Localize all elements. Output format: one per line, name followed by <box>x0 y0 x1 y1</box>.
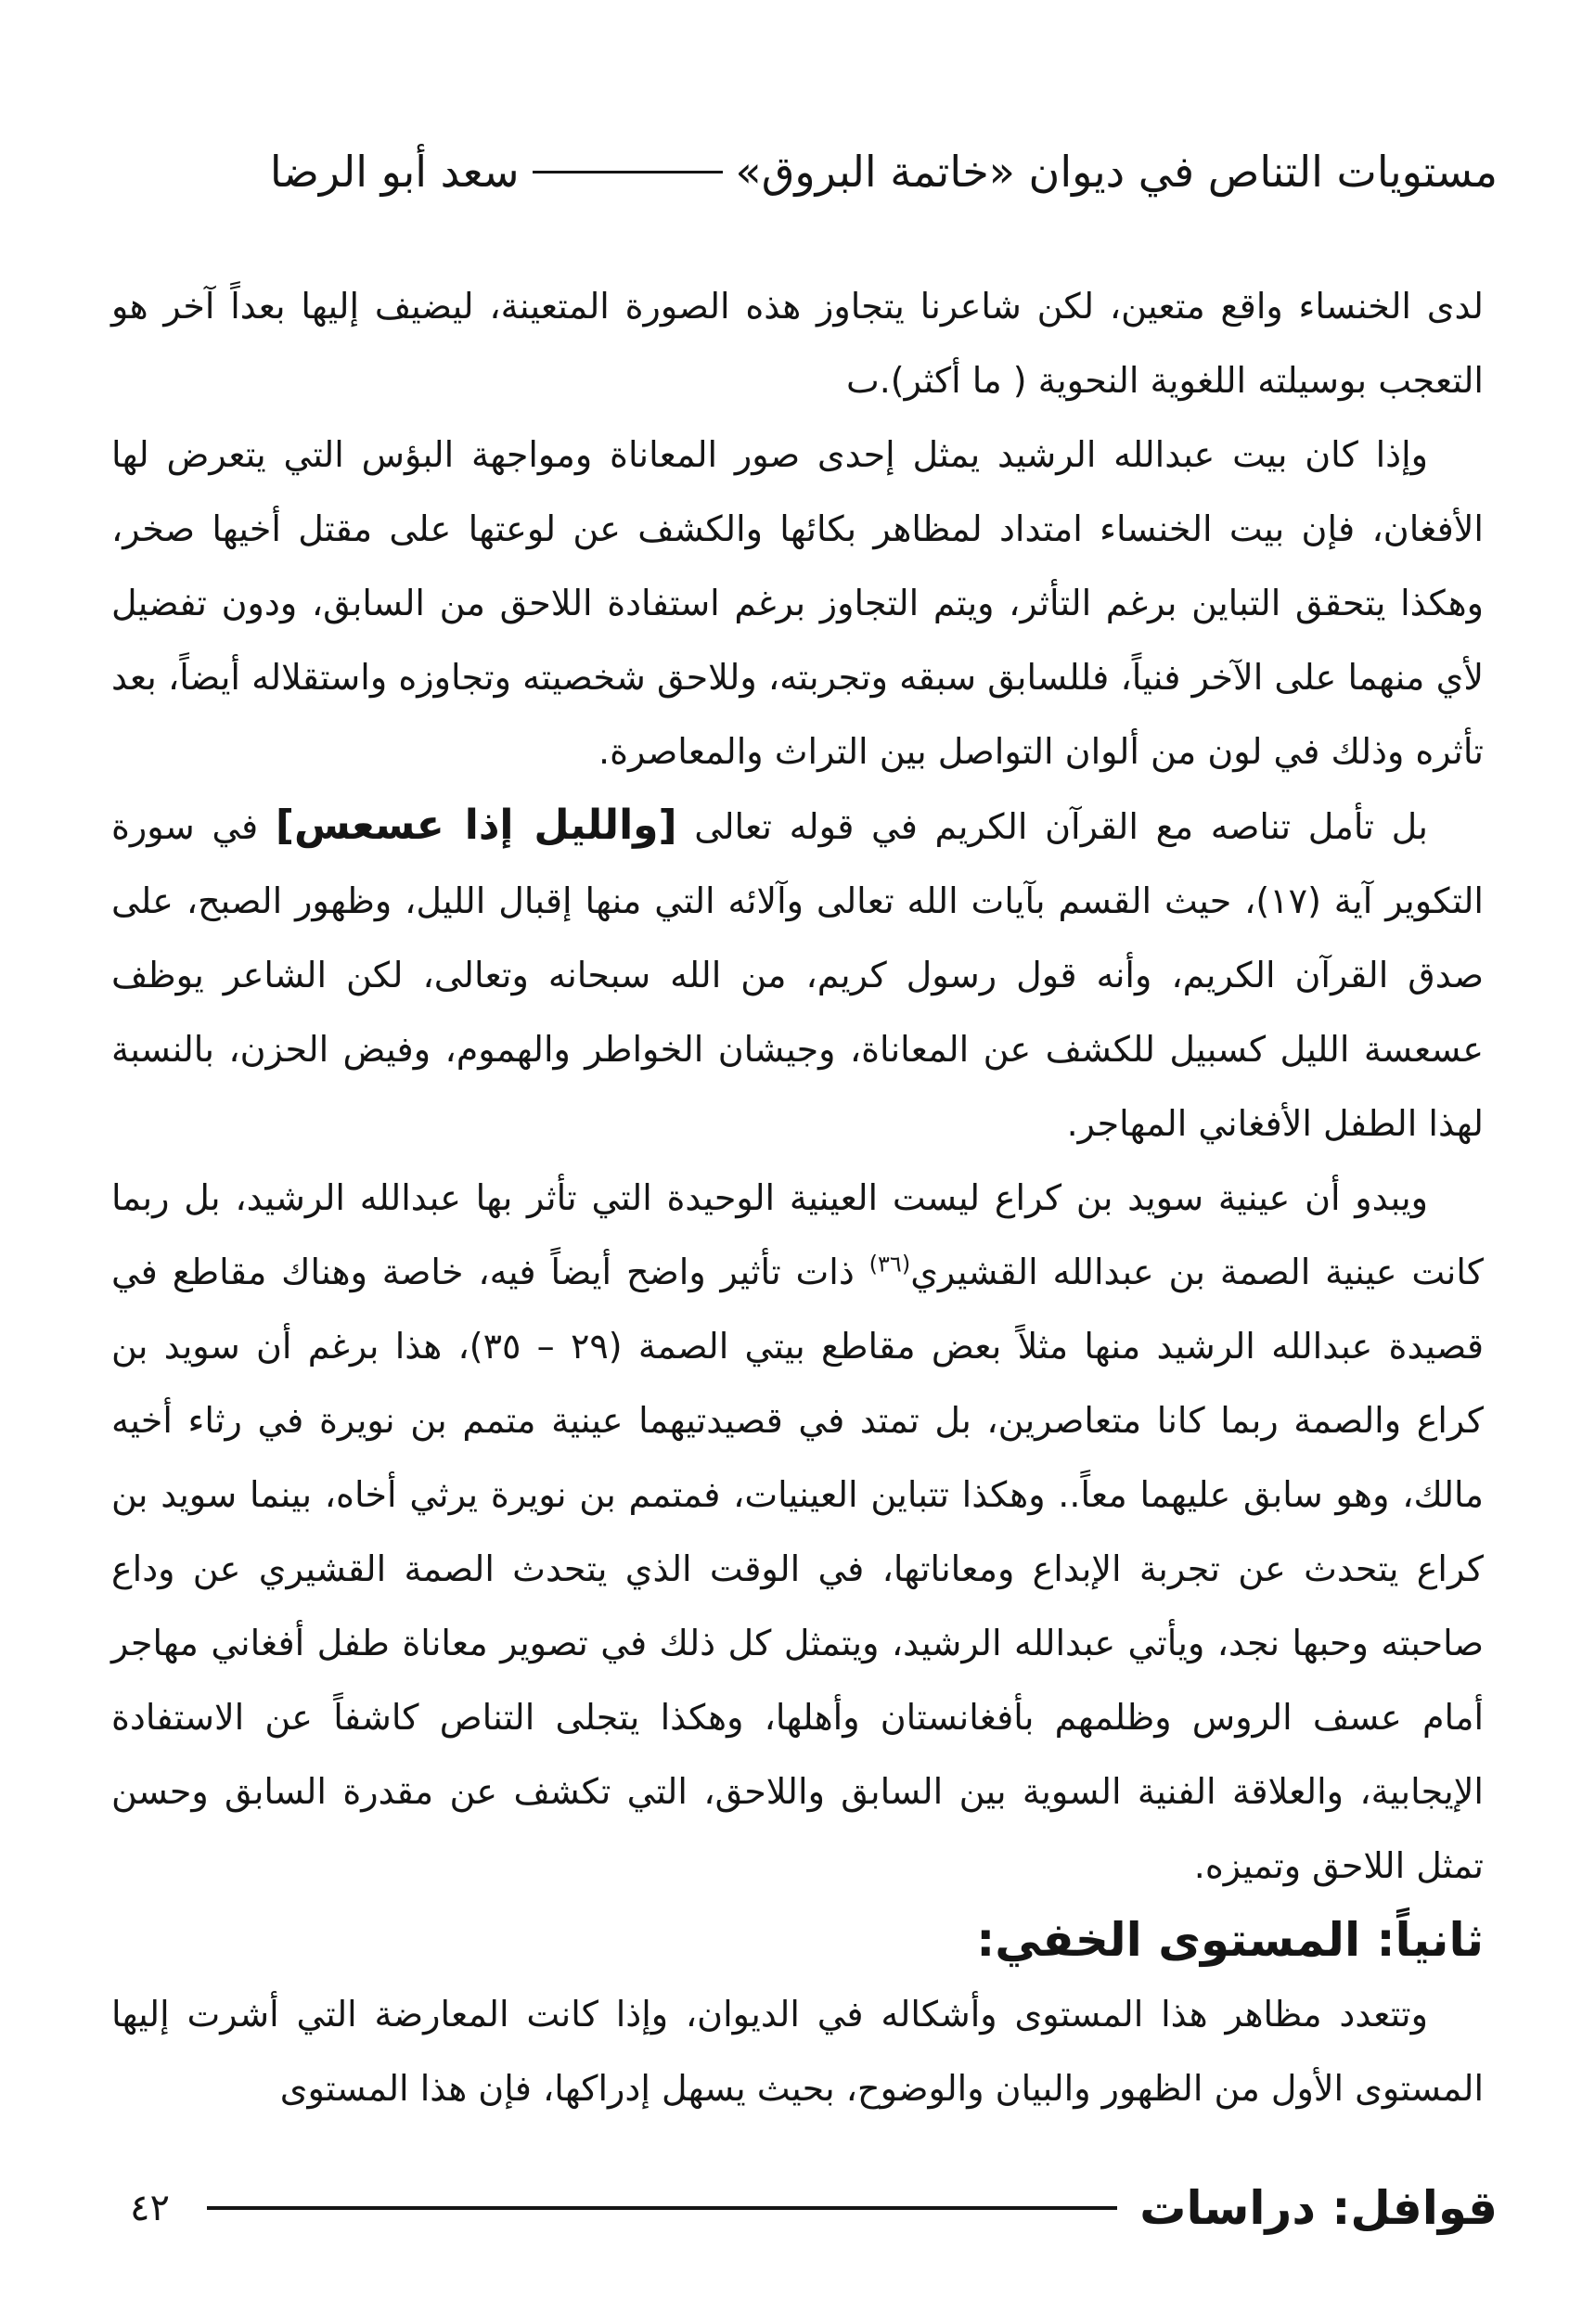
paragraph: وإذا كان بيت عبدالله الرشيد يمثل إحدى صور المعاناة ومواجهة البؤس التي يتعرض لها الأفغان، فإن بيت الخنساء امتداد لمظاهر بكائها والكشف عن لوعتها على مقتل أخيها صخر، وهكذا يتحقق التباين برغم التأثر، ويتم التجاوز برغم استفادة اللاحق من السابق، ودون تفضيل لأي منهما على الآخر فنياً، فللسابق سبقه وتجربته، وللاحق شخصيته وتجاوزه واستقلاله أيضاً، بعد تأثره وذلك في لون من ألوان التواصل بين التراث والمعاصرة. <box>111 434 1484 772</box>
body-text <box>111 269 1484 2125</box>
paragraph: وتتعدد مظاهر هذا المستوى وأشكاله في الديوان، وإذا كانت المعارضة التي أشرت إليها المستوى الأول من الظهور والبيان والوضوح، بحيث يسهل إدراكها، فإن هذا المستوى <box>111 1994 1484 2109</box>
paragraph: لدى الخنساء واقع متعين، لكن شاعرنا يتجاوز هذه الصورة المتعينة، ليضيف إليها بعداً آخر هو التعجب بوسيلته اللغوية النحوية ( ما أكثر).ٮ <box>111 286 1484 401</box>
footer-rule <box>207 2206 1117 2210</box>
footnote-mark: ٮ <box>845 360 880 401</box>
running-header <box>97 139 1498 204</box>
page-footer <box>130 2171 1498 2245</box>
journal-name: قوافل: دراسات <box>1139 2181 1498 2235</box>
paragraph: بل تأمل تناصه مع القرآن الكريم في قوله تعالى [والليل إذا عسعس] في سورة التكوير آية (١٧)، حيث القسم بآيات الله تعالى وآلائه التي منها إقبال الليل، وظهور الصبح، على صدق القرآن الكريم، وأنه قول رسول كريم، من الله سبحانه وتعالى، لكن الشاعر يوظف عسعسة الليل كسبيل للكشف عن المعاناة، وجيشان الخواطر والهموم، وفيض الحزن، بالنسبة لهذا الطفل الأفغاني المهاجر. <box>111 802 1484 1144</box>
quran-quote: [والليل إذا عسعس] <box>275 802 677 849</box>
footnote-reference: (٣٦) <box>868 1251 911 1278</box>
header-rule <box>533 171 723 173</box>
author-name: سعد أبو الرضا <box>269 147 520 197</box>
page-number: ٤٢ <box>130 2187 170 2229</box>
article-title: مستويات التناص في ديوان «خاتمة البروق» <box>735 147 1498 197</box>
paragraph: ويبدو أن عينية سويد بن كراع ليست العينية الوحيدة التي تأثر بها عبدالله الرشيد، بل ربما كانت عينية الصمة بن عبدالله القشيري$^{(٣٦)}$ ذات تأثير واضح أيضاً فيه، خاصة وهناك مقاطع في قصيدة عبدالله الرشيد منها مثلاً بعض مقاطع بيتي الصمة (٢٩ – ٣٥)، هذا برغم أن سويد بن كراع والصمة ربما كانا متعاصرين، بل تمتد في قصيدتيهما عينية متمم بن نويرة في رثاء أخيه مالك، وهو سابق عليهما معاً.. وهكذا تتباين العينيات، فمتمم بن نويرة يرثي أخاه، بينما سويد بن كراع يتحدث عن تجربة الإبداع ومعاناتها، في الوقت الذي يتحدث الصمة القشيري عن وداع صاحبته وحبها نجد، ويأتي عبدالله الرشيد، ويتمثل كل ذلك في تصوير معاناة طفل أفغاني مهاجر أمام عسف الروس وظلمهم بأفغانستان وأهلها، وهكذا يتجلى التناص كاشفاً عن الاستفادة الإيجابية، والعلاقة الفنية السوية بين السابق واللاحق، التي تكشف عن مقدرة السابق وحسن تمثل اللاحق وتميزه. <box>111 1177 1484 1886</box>
section-heading: ثانياً: المستوى الخفي: <box>976 1913 1484 1967</box>
